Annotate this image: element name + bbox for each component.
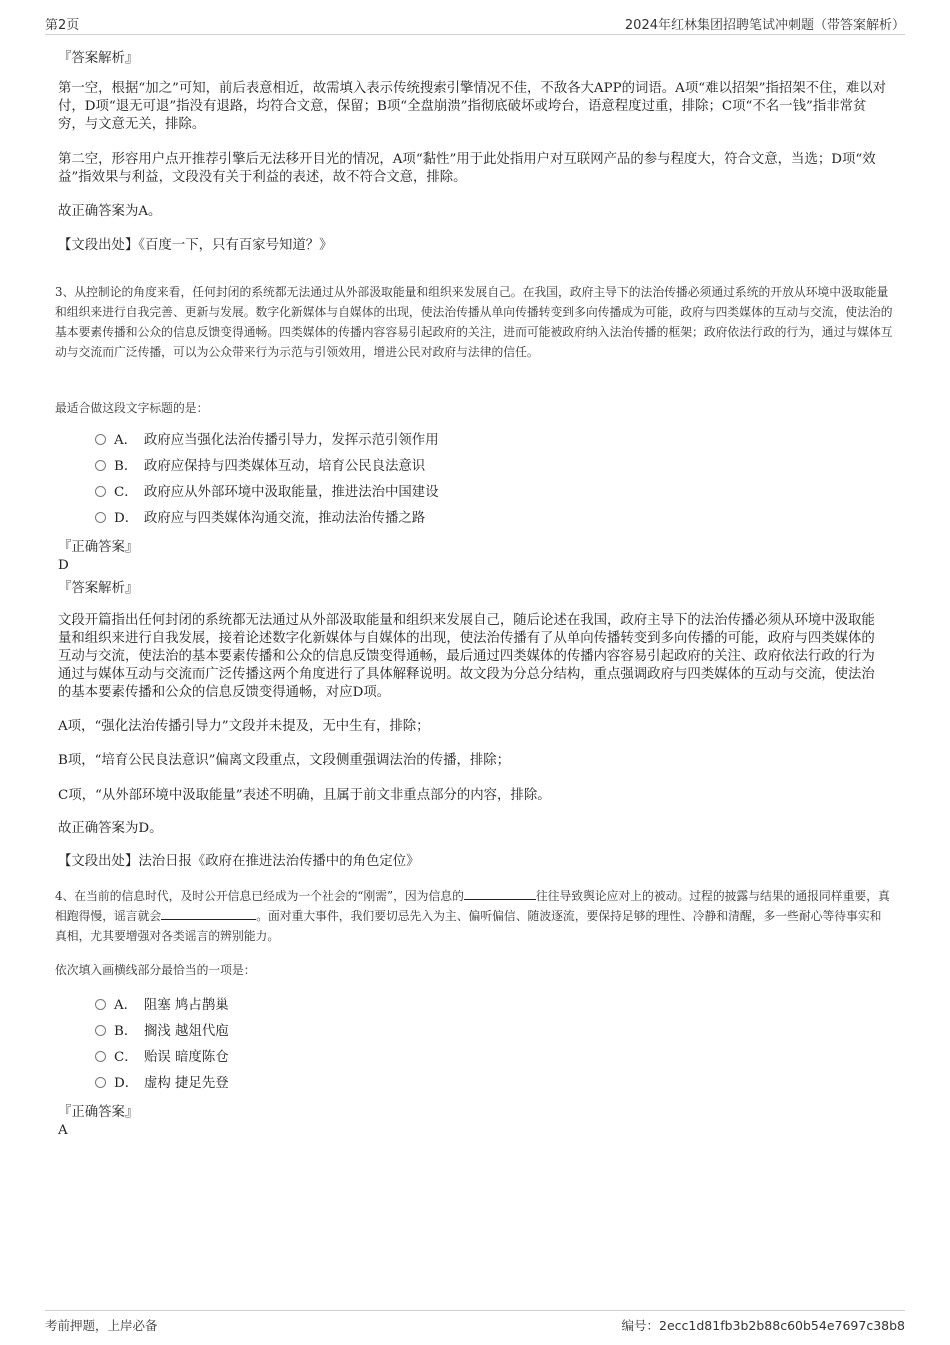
blank-2[interactable] [161,907,256,920]
q4-answer: A [58,1123,68,1138]
q3-prompt: 最适合做这段文字标题的是： [55,401,209,415]
page-number: 第2页 [45,18,80,33]
radio-icon[interactable] [95,512,106,523]
q3-analysis-label: 『答案解析』 [58,581,139,596]
q3-analysis: 文段开篇指出任何封闭的系统都无法通过从外部汲取能量和组织来发展自己，随后论述在我国，政府主导下的法治传播必须从环境中汲取能量和组织来进行自我发展，接着论述数字化新媒体与自媒体的出现，使法治传播有了从单向传播转变到多向传播的可能，政府与四类媒体的互动与交流，使法治的基本要素传播和公众的信息反馈变得通畅，最后通过四类媒体的传播内容容易引起政府的关注、政府依法行政的行为通过与媒体互动与交流而广泛传播这两个角度进行了具体解释说明。故文段为分总分结构，重点强调政府与四类媒体的互动与交流，使法治的基本要素传播和公众的信息反馈变得通畅，对应D项。 [58,613,875,700]
q2-source: 【文段出处】《百度一下，只有百家号知道？》 [58,238,333,253]
q2-analysis-para2: 第二空，形容用户点开推荐引擎后无法移开目光的情况，A项“黏性”用于此处指用户对互联网产品的参与程度大，符合文意，当选；D项“效益”指效果与利益，文段没有关于利益的表述，故不符合文意，排除。 [58,152,876,185]
q2-conclusion: 故正确答案为A。 [58,204,162,219]
radio-icon[interactable] [95,434,106,445]
document-id: 编号：2ecc1d81fb3b2b88c60b54e7697c38b8 [621,1318,905,1333]
page-header [45,12,905,35]
blank-1[interactable] [464,887,536,900]
q4-prompt: 依次填入画横线部分最恰当的一项是： [55,963,256,977]
q4-answer-label: 『正确答案』 [58,1105,139,1120]
radio-icon[interactable] [95,460,106,471]
q3-answer-label: 『正确答案』 [58,540,139,555]
q4-option-b[interactable]: B． 搁浅 越俎代庖 [95,1022,229,1042]
q3-conclusion: 故正确答案为D。 [58,821,163,836]
q4-stem: 4、在当前的信息时代，及时公开信息已经成为一个社会的“刚需”，因为信息的 往往导致舆论应对上的被动。过程的披露与结果的通报同样重要，真相跑得慢，谣言就会 。面对重大事件，我们要切忌先入为主、偏听偏信、随波逐流，要保持足够的理性、冷静和清醒，多一些耐心等待事实和真相，尤其要增强对各类谣言的辨别能力。 [55,889,890,943]
q3-source: 【文段出处】法治日报《政府在推进法治传播中的角色定位》 [58,854,420,869]
q3-option-b[interactable]: B． 政府应保持与四类媒体互动，培育公民良法意识 [95,457,425,477]
q4-option-d[interactable]: D． 虚构 捷足先登 [95,1074,229,1094]
radio-icon[interactable] [95,999,106,1010]
q3-option-a[interactable]: A． 政府应当强化法治传播引导力，发挥示范引领作用 [95,431,439,451]
q3-stem: 3、从控制论的角度来看，任何封闭的系统都无法通过从外部汲取能量和组织来发展自己。在我国，政府主导下的法治传播必须通过系统的开放从环境中汲取能量和组织来进行自我完善、更新与发展。数字化新媒体与自媒体的出现，使法治传播从单向传播转变到多向传播成为可能，政府与四类媒体的互动与交流，使法治的基本要素传播和公众的信息反馈变得通畅。四类媒体的传播内容容易引起政府的关注，进而可能被政府纳入法治传播的框架；政府依法行政的行为，通过与媒体互动与交流而广泛传播，可以为公众带来行为示范与引领效用，增进公民对政府与法律的信任。 [55,285,893,359]
q2-analysis-label: 『答案解析』 [58,51,139,66]
radio-icon[interactable] [95,1051,106,1062]
radio-icon[interactable] [95,1025,106,1036]
q3-note-a: A项，“强化法治传播引导力”文段并未提及，无中生有，排除； [58,719,430,734]
q4-option-c[interactable]: C． 贻误 暗度陈仓 [95,1048,229,1068]
q3-option-d[interactable]: D． 政府应与四类媒体沟通交流，推动法治传播之路 [95,509,425,529]
q3-note-c: C项，“从外部环境中汲取能量”表述不明确，且属于前文非重点部分的内容，排除。 [58,788,551,803]
q3-answer: D [58,558,69,573]
radio-icon[interactable] [95,1077,106,1088]
q4-option-a[interactable]: A． 阻塞 鸠占鹊巢 [95,996,229,1016]
radio-icon[interactable] [95,486,106,497]
q3-option-c[interactable]: C． 政府应从外部环境中汲取能量，推进法治中国建设 [95,483,439,503]
page-footer [45,1310,905,1335]
q2-analysis-para1: 第一空，根据“加之”可知，前后表意相近，故需填入表示传统搜索引擎情况不佳，不敌各大APP的词语。A项“难以招架”指招架不住，难以对付，D项“退无可退”指没有退路，均符合文意，保留；B项“全盘崩溃”指彻底破坏或垮台，语意程度过重，排除；C项“不名一钱”指非常贫穷，与文意无关，排除。 [58,81,887,132]
q3-note-b: B项，“培育公民良法意识”偏离文段重点，文段侧重强调法治的传播，排除； [58,753,511,768]
document-title: 2024年红林集团招聘笔试冲刺题（带答案解析） [624,18,905,33]
footer-slogan: 考前押题，上岸必备 [45,1318,158,1333]
